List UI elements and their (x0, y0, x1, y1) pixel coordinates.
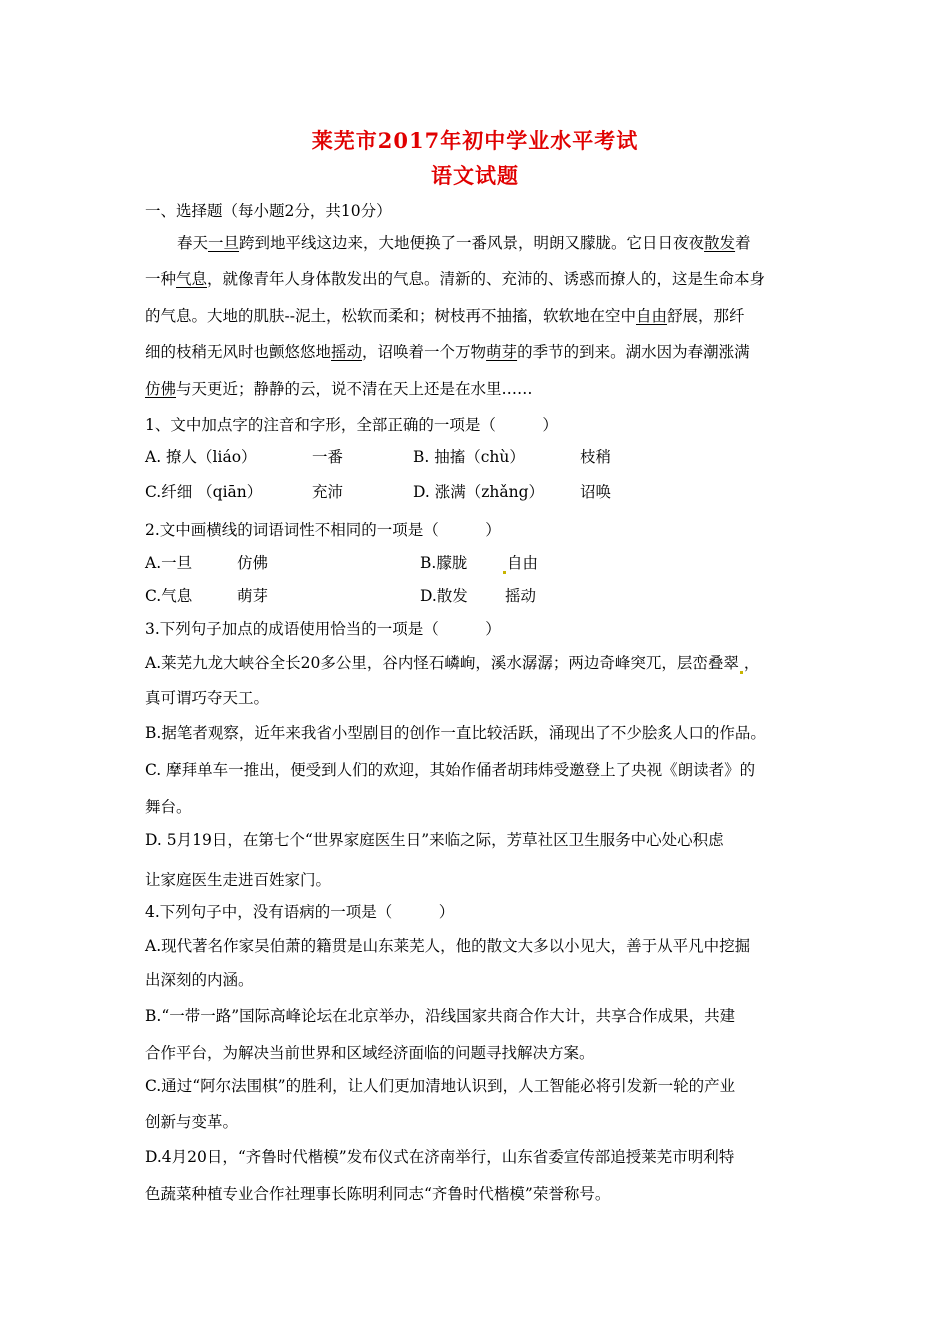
option-c: C.气息 (145, 587, 193, 605)
page-title: 莱芜市2017年初中学业水平考试 (311, 128, 639, 153)
option-a: A. 撩人（liáo） (145, 448, 257, 466)
question-2-options-ab (145, 552, 810, 574)
underlined-word: 一旦 (208, 234, 240, 252)
option-d-word: 诏唤 (580, 483, 612, 501)
option-b: B. 抽搐（chù） (413, 448, 525, 466)
underlined-word: 自由 (635, 307, 667, 325)
question-4-option-b: B.“一带一路”国际高峰论坛在北京举办，沿线国家共商合作大计，共享合作成果，共建 (145, 1007, 736, 1025)
text: 春天 (177, 234, 209, 252)
option-b-word (502, 552, 538, 574)
underlined-word: 摇动 (331, 343, 363, 361)
question-3-option-c-cont: 舞台。 (145, 798, 192, 816)
underlined-word: 散发 (704, 234, 736, 252)
text: 跨到地平线这边来，大地便换了一番风景，明朗又朦胧。它日日夜夜 (239, 234, 705, 252)
question-3-option-a-cont: 真可谓巧夺天工。 (145, 689, 270, 707)
option-a-word: 一番 (312, 448, 344, 466)
text: 细的枝稍无风时也颤悠悠地 (145, 343, 332, 361)
question-3-stem: 3.下列句子加点的成语使用恰当的一项是（ ） (145, 620, 501, 638)
option-d-word: 摇动 (505, 587, 537, 605)
text: ，就像青年人身体散发出的气息。清新的、充沛的、诱惑而撩人的，这是生命本身 (207, 270, 766, 288)
question-1-options-ab (145, 446, 810, 468)
question-4-option-c: C.通过“阿尔法围棋”的胜利，让人们更加清地认识到，人工智能必将引发新一轮的产业 (145, 1077, 736, 1095)
text: 的季节的到来。湖水因为春潮涨满 (517, 343, 750, 361)
underlined-word: 萌芽 (486, 343, 518, 361)
question-4-option-a: A.现代著名作家吴伯萧的籍贯是山东莱芜人，他的散文大多以小见大，善于从平凡中挖掘 (145, 937, 751, 955)
question-4-option-c-cont: 创新与变革。 (145, 1113, 239, 1131)
question-4-stem: 4.下列句子中，没有语病的一项是（ ） (145, 903, 455, 921)
text: ， (743, 654, 760, 672)
text: 与天更近；静静的云，说不清在天上还是在水里…… (176, 380, 533, 398)
option-b: B.朦胧 (420, 554, 468, 572)
text: 一种 (145, 270, 177, 288)
highlight-mark (503, 571, 506, 574)
text: ，诏唤着一个万物 (362, 343, 487, 361)
question-3-option-b: B.据笔者观察，近年来我省小型剧目的创作一直比较活跃，涌现出了不少脍炙人口的作品。 (145, 724, 766, 742)
option-a: A.一旦 (145, 554, 193, 572)
highlight-mark (740, 671, 743, 674)
question-3-option-a (145, 652, 810, 674)
option-c-word: 充沛 (312, 483, 344, 501)
question-2-stem: 2.文中画横线的词语词性不相同的一项是（ ） (145, 521, 501, 539)
text: 舒展，那纤 (667, 307, 745, 325)
question-2-options-cd (145, 585, 810, 607)
underlined-word: 气息 (176, 270, 208, 288)
question-4-option-d: D.4月20日，“齐鲁时代楷模”发布仪式在济南举行，山东省委宣传部追授莱芜市明利特 (145, 1148, 735, 1166)
option-b-word: 枝稍 (580, 448, 612, 466)
question-1-stem: 1、文中加点字的注音和字形，全部正确的一项是（ ） (145, 416, 558, 434)
option-d: D. 涨满（zhǎng） (413, 483, 545, 501)
section-heading: 一、选择题（每小题2分，共10分） (145, 202, 392, 220)
text: 自由 (507, 554, 539, 572)
question-3-option-d-cont: 让家庭医生走进百姓家门。 (145, 871, 332, 889)
question-4-option-a-cont: 出深刻的内涵。 (145, 971, 254, 989)
option-d: D.散发 (420, 587, 468, 605)
option-a-word: 仿佛 (237, 554, 269, 572)
passage-line-3 (145, 305, 810, 327)
passage-line-4 (145, 341, 810, 363)
question-1-options-cd (145, 481, 810, 503)
passage-line-5 (145, 378, 810, 400)
option-c-word: 萌芽 (237, 587, 269, 605)
question-4-option-d-cont: 色蔬菜种植专业合作社理事长陈明利同志“齐鲁时代楷模”荣誉称号。 (145, 1185, 611, 1203)
question-4-option-b-cont: 合作平台，为解决当前世界和区域经济面临的问题寻找解决方案。 (145, 1044, 595, 1062)
question-3-option-c: C. 摩拜单车一推出，便受到人们的欢迎，其始作俑者胡玮炜受邀登上了央视《朗读者》的 (145, 761, 756, 779)
text: 着 (735, 234, 751, 252)
question-3-option-d: D. 5月19日，在第七个“世界家庭医生日”来临之际，芳草社区卫生服务中心处心积虑 (145, 831, 724, 849)
text: 的气息。大地的肌肤--泥土，松软而柔和；树枝再不抽搐，软软地在空中 (145, 307, 636, 325)
passage-line-2 (145, 268, 810, 290)
passage-line-1 (177, 232, 842, 254)
option-c: C.纤细 （qiān） (145, 483, 263, 501)
page-subtitle: 语文试题 (431, 163, 519, 188)
text: A.莱芜九龙大峡谷全长20多公里，谷内怪石嶙峋，溪水潺潺；两边奇峰突兀，层峦叠翠 (145, 654, 739, 672)
underlined-word: 仿佛 (145, 380, 177, 398)
